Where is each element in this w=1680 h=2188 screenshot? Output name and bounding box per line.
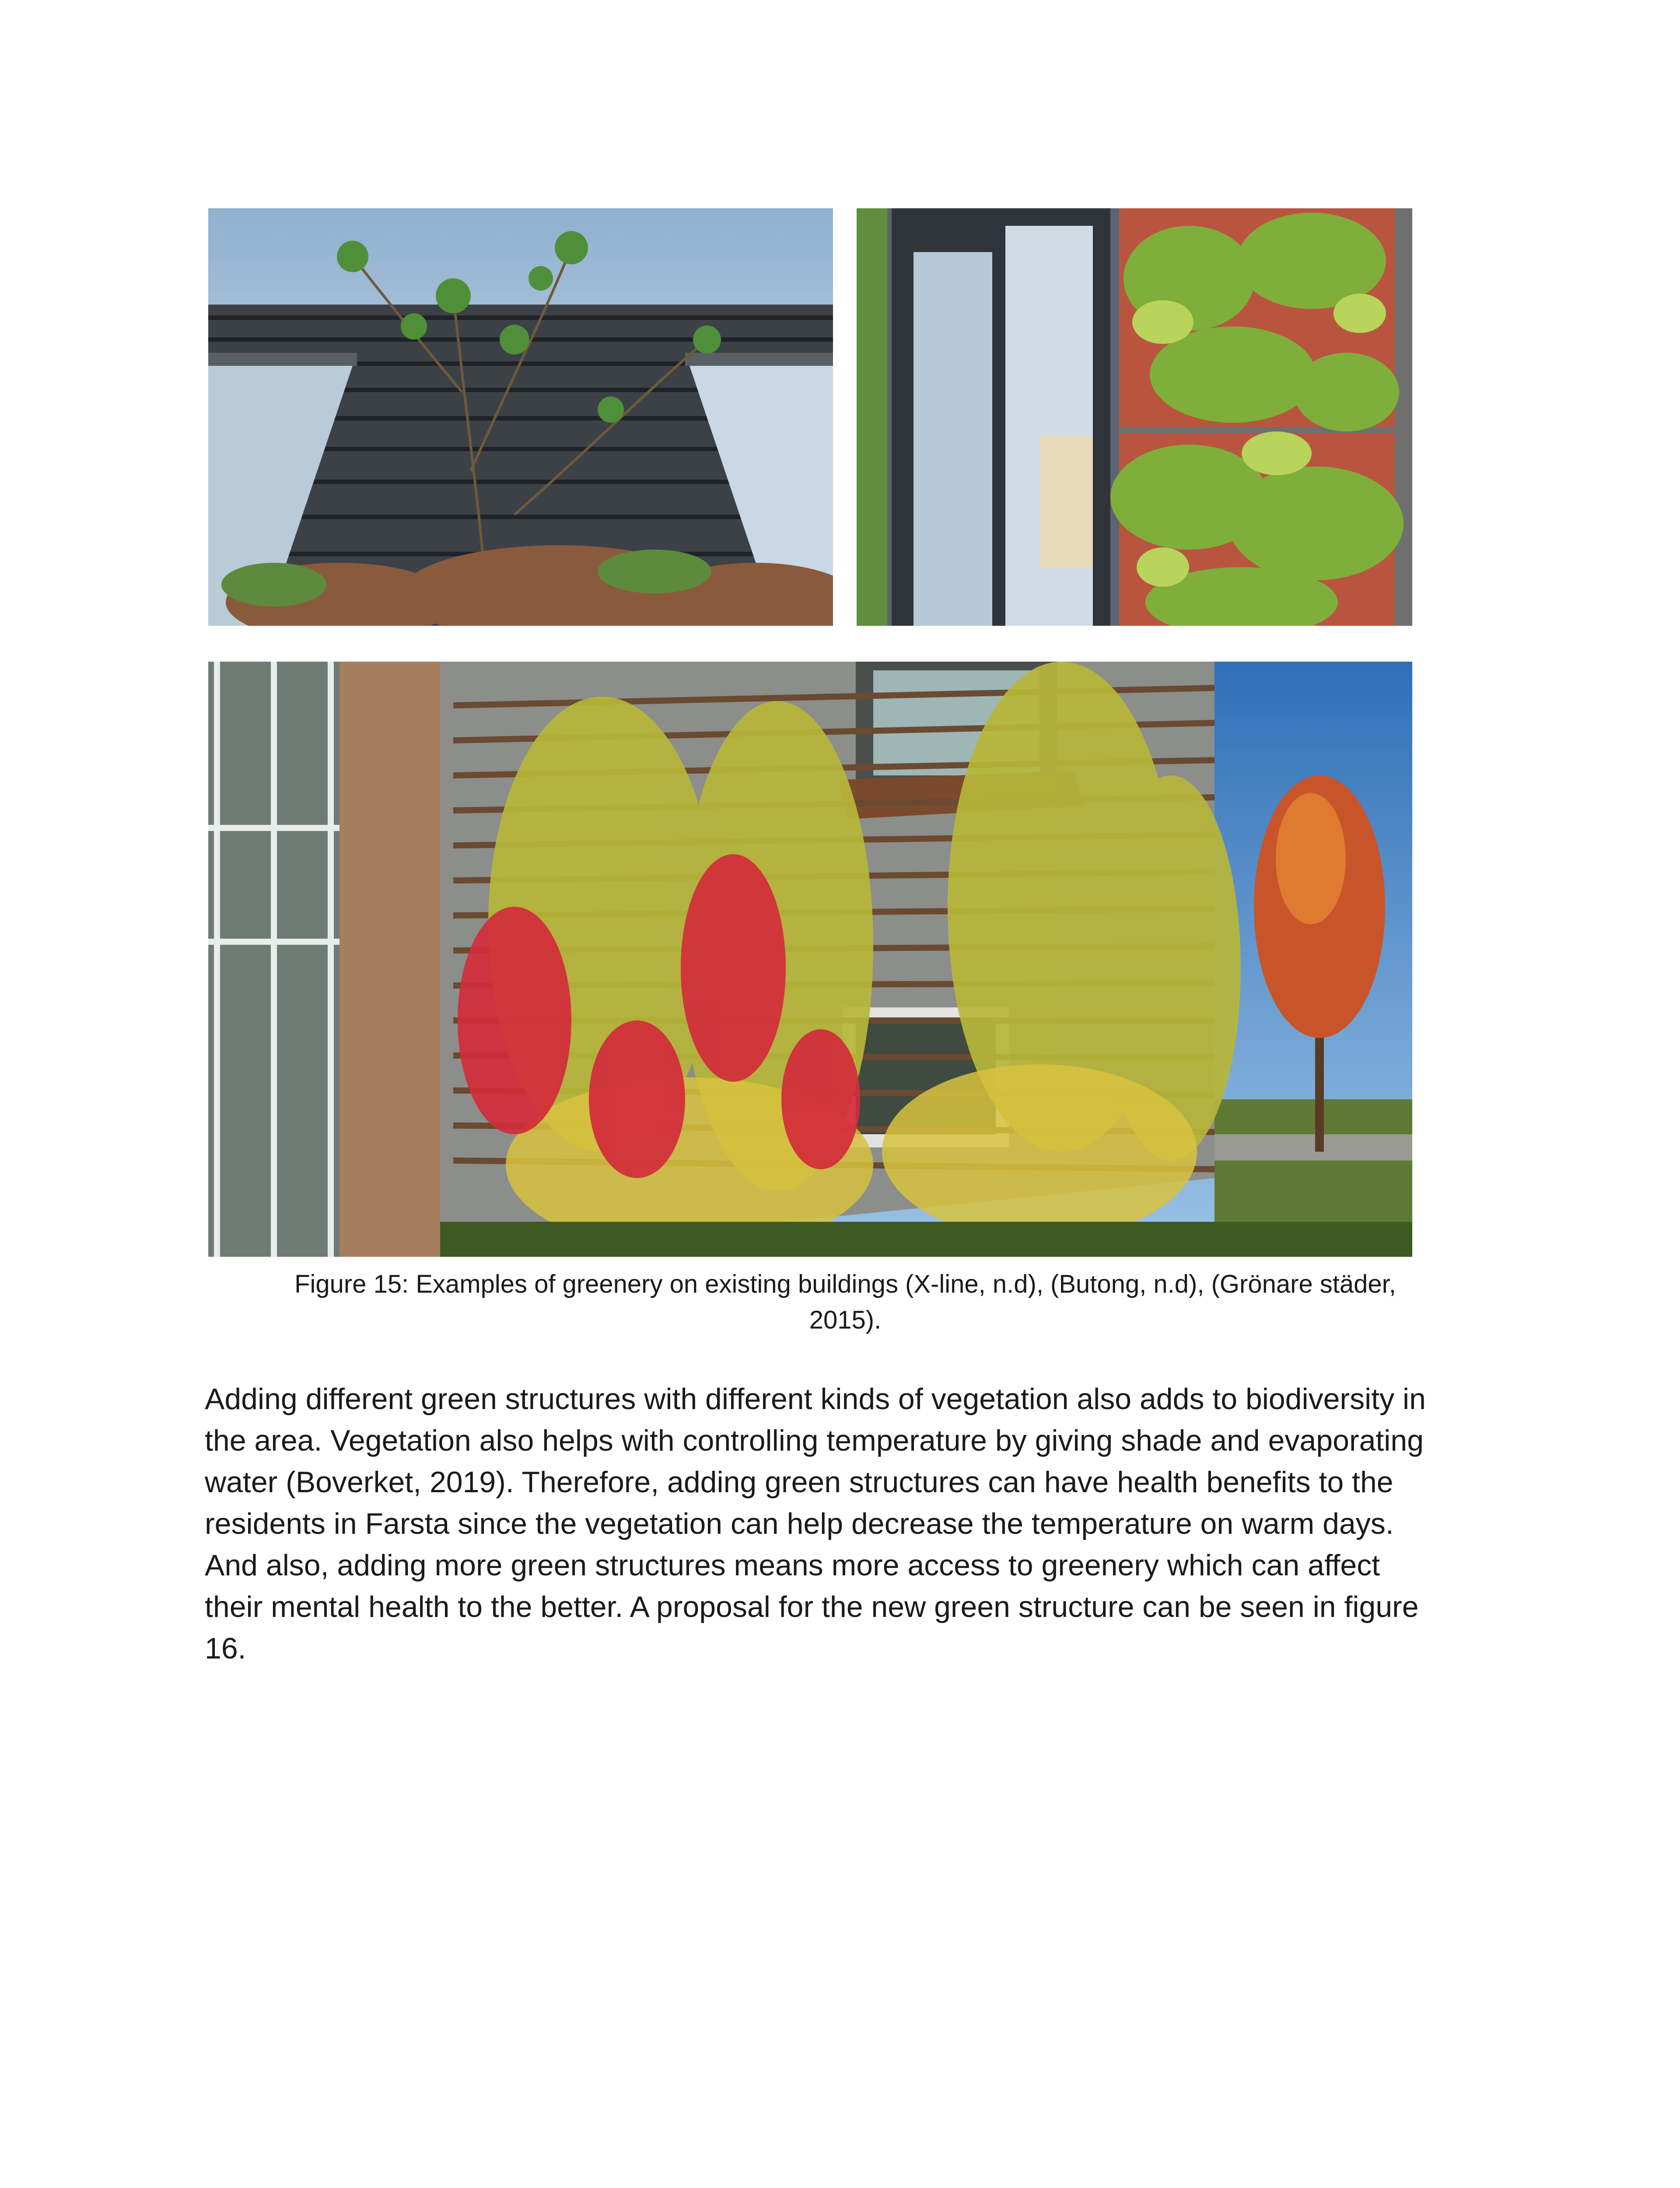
figure-photo-trellis-facade xyxy=(208,208,833,626)
body-line: 16. xyxy=(205,1632,246,1665)
body-line: their mental health to the better. A proposal for the new green structure can be seen in figure xyxy=(205,1590,1419,1623)
body-line: water (Boverket, 2019). Therefore, adding green structures can have health benefits to the xyxy=(205,1466,1393,1499)
body-line: And also, adding more green structures means more access to greenery which can affect xyxy=(205,1549,1380,1582)
caption-line: Figure 15: Examples of greenery on existing buildings (X-line, n.d), (Butong, n.d), (Grönare städer, xyxy=(294,1270,1396,1298)
figure-caption xyxy=(208,1266,1482,1338)
body-paragraph xyxy=(205,1378,1508,1669)
body-line: residents in Farsta since the vegetation can help decrease the temperature on warm days. xyxy=(205,1507,1394,1540)
figure-photo-autumn-vines-facade xyxy=(208,662,1412,1257)
body-line: Adding different green structures with different kinds of vegetation also adds to biodiversity in xyxy=(205,1382,1426,1416)
caption-line: 2015). xyxy=(809,1306,882,1334)
figure-photo-living-wall xyxy=(857,208,1412,626)
body-line: the area. Vegetation also helps with controlling temperature by giving shade and evaporating xyxy=(205,1424,1424,1457)
